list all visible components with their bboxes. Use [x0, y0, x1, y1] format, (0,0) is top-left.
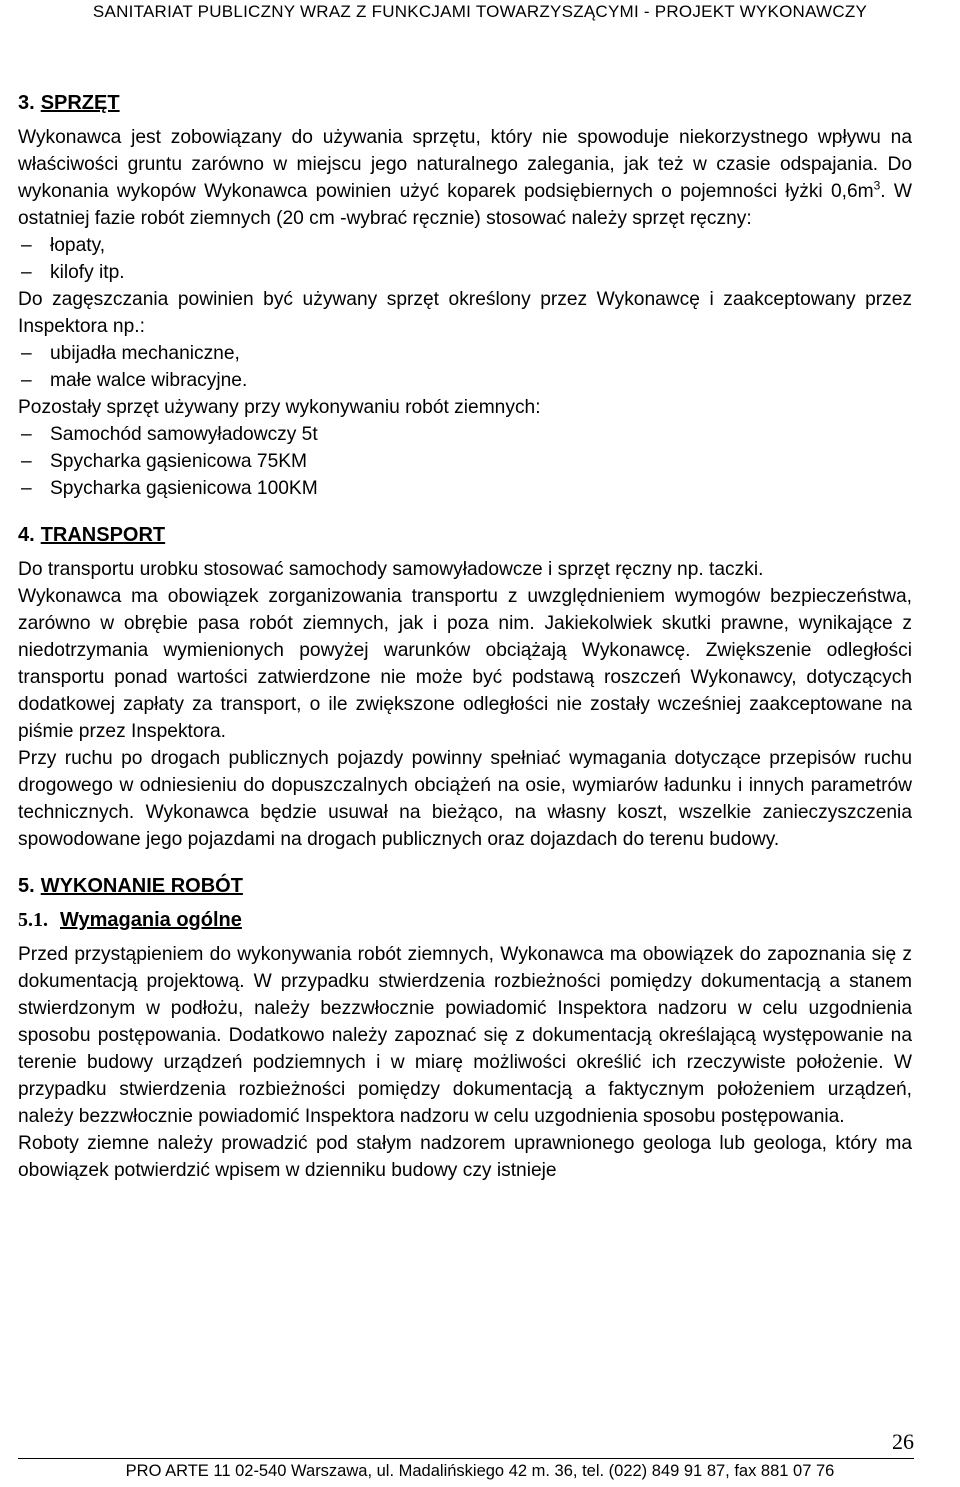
dash-bullet: –: [21, 478, 32, 499]
paragraph: Roboty ziemne należy prowadzić pod stałym nadzorem uprawnionego geologa lub geologa, który ma obowiązek potwierdzić wpisem w dzienniku budowy czy istnieje: [18, 1133, 912, 1181]
list-item-text: Samochód samowyładowczy 5t: [50, 424, 318, 445]
paragraph: Do transportu urobku stosować samochody samowyładowcze i sprzęt ręczny np. taczki.: [18, 559, 764, 580]
section-title: WYKONANIE ROBÓT: [40, 875, 243, 897]
section-heading-transport: [18, 520, 912, 550]
subsection-number: 5.1.: [18, 909, 48, 931]
list-item: [18, 232, 912, 259]
section-title: SPRZĘT: [40, 92, 120, 114]
dash-bullet: –: [21, 343, 32, 364]
list-item: [18, 259, 912, 286]
page-number: 26: [892, 1429, 914, 1454]
page-footer: PRO ARTE 11 02-540 Warszawa, ul. Madalińskiego 42 m. 36, tel. (022) 849 91 87, fax 881 07 76: [125, 1462, 835, 1480]
equipment-list-manual: [18, 232, 912, 286]
equipment-list-compaction: [18, 340, 912, 394]
section-number: 3.: [18, 92, 35, 114]
list-item-text: kilofy itp.: [50, 262, 125, 283]
list-item: [18, 340, 912, 367]
section-heading-sprzet: [18, 88, 912, 118]
subsection-heading-wymagania-ogolne: [18, 905, 912, 935]
list-item-text: łopaty,: [50, 235, 106, 256]
list-item-text: Spycharka gąsienicowa 100KM: [50, 478, 318, 499]
dash-bullet: –: [21, 451, 32, 472]
paragraph: Pozostały sprzęt używany przy wykonywaniu robót ziemnych:: [18, 397, 541, 418]
section-title: TRANSPORT: [40, 524, 166, 546]
list-item-text: małe walce wibracyjne.: [50, 370, 248, 391]
dash-bullet: –: [21, 262, 32, 283]
footer-divider: [18, 1458, 914, 1459]
list-item-text: ubijadła mechaniczne,: [50, 343, 240, 364]
page-header: SANITARIAT PUBLICZNY WRAZ Z FUNKCJAMI TOWARZYSZĄCYMI - PROJEKT WYKONAWCZY: [92, 2, 868, 21]
list-item: [18, 475, 912, 502]
section-number: 5.: [18, 875, 35, 897]
list-item: [18, 367, 912, 394]
paragraph-text: . W ostatniej fazie robót ziemnych (20 cm -wybrać ręcznie) stosować należy sprzęt ręczny:: [18, 181, 912, 229]
list-item-text: Spycharka gąsienicowa 75KM: [50, 451, 308, 472]
paragraph: Do zagęszczania powinien być używany sprzęt określony przez Wykonawcę i zaakceptowany przez Inspektora np.:: [18, 289, 912, 337]
list-item: [18, 421, 912, 448]
superscript: 3: [873, 178, 881, 193]
equipment-list-other: [18, 421, 912, 502]
dash-bullet: –: [21, 370, 32, 391]
list-item: [18, 448, 912, 475]
dash-bullet: –: [21, 235, 32, 256]
paragraph: Wykonawca ma obowiązek zorganizowania transportu z uwzględnieniem wymogów bezpieczeństwa, zarówno w obrębie pasa robót ziemnych, jak i poza nim. Jakiekolwiek skutki prawne, wynikające z niedotrzymania wymienionych powyżej warunków obciążają Wykonawcę. Zwiększenie odległości transportu ponad wartości zatwierdzone nie może być podstawą roszczeń Wykonawcy, dotyczących dodatkowej zapłaty za transport, o ile zwiększone odległości nie zostały wcześniej zaakceptowane na piśmie przez Inspektora.: [18, 586, 912, 742]
section-number: 4.: [18, 524, 35, 546]
paragraph: Przy ruchu po drogach publicznych pojazdy powinny spełniać wymagania dotyczące przepisów ruchu drogowego w odniesieniu do dopuszczalnych obciążeń na osie, wymiarów ładunku i innych parametrów technicznych. Wykonawca będzie usuwał na bieżąco, na własny koszt, wszelkie zanieczyszczenia spowodowane jego pojazdami na drogach publicznych oraz dojazdach do terenu budowy.: [18, 748, 912, 850]
subsection-title: Wymagania ogólne: [60, 909, 242, 931]
document-body: [18, 88, 912, 1184]
paragraph-text: Wykonawca jest zobowiązany do używania sprzętu, który nie spowoduje niekorzystnego wpływu na właściwości gruntu zarówno w miejscu jego naturalnego zalegania, jak też w czasie odspajania. Do wykonania wykopów Wykonawca powinien użyć koparek podsiębiernych o pojemności łyżki 0,6m: [18, 127, 912, 202]
dash-bullet: –: [21, 424, 32, 445]
section-heading-wykonanie-robot: [18, 871, 912, 901]
paragraph: Przed przystąpieniem do wykonywania robót ziemnych, Wykonawca ma obowiązek do zapoznania się z dokumentacją projektową. W przypadku stwierdzenia rozbieżności pomiędzy dokumentacją a stanem stwierdzonym w podłożu, należy bezzwłocznie powiadomić Inspektora nadzoru w celu uzgodnienia sposobu postępowania. Dodatkowo należy zapoznać się z dokumentacją określającą występowanie na terenie budowy urządzeń podziemnych i w miarę możliwości określić ich rzeczywiste położenie. W przypadku stwierdzenia rozbieżności pomiędzy dokumentacją a faktycznym położeniem urządzeń, należy bezzwłocznie powiadomić Inspektora nadzoru w celu uzgodnienia sposobu postępowania.: [18, 944, 912, 1127]
paragraph: [18, 124, 912, 232]
